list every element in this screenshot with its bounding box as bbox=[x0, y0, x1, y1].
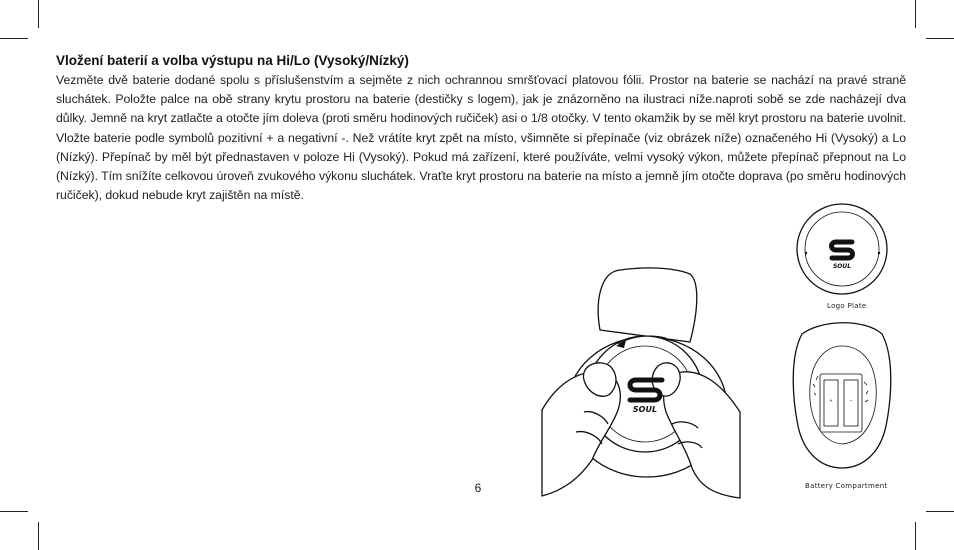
crop-mark bbox=[0, 511, 28, 512]
crop-mark bbox=[915, 0, 916, 28]
svg-text:+: + bbox=[829, 398, 833, 403]
section-body: Vezměte dvě baterie dodané spolu s příslušenstvím a sejměte z nich ochrannou smršťovací platovou fólii. Prostor na baterie se nachází na pravé straně sluchátek. Položte palce na obě strany krytu prostoru na baterie (destičky s logem), jak je znázorněno na ilustraci níže.naproti sobě se zde nacházejí dva důlky. Jemně na kryt zatlačte a otočte jím doleva (proti směru hodinových ručiček) asi o 1/8 otočky. V tento okamžik by se měl kryt prostoru na baterie uvolnit. Vložte baterie podle symbolů pozitivní + a negativní -. Než vrátíte kryt zpět na místo, všimněte si přepínače (viz obrázek níže) označeného Hi (Vysoký) a Lo (Nízký). Přepínač by měl být přednastaven v poloze Hi (Vysoký). Pokud má zařízení, které používáte, velmi vysoký výkon, můžete přepínač přepnout na Lo (Nízký). Tím snížíte celkovou úroveň zvukového výkonu sluchátek. Vraťte kryt prostoru na baterie na místo a jemně jím otočte doprava (po směru hodinových ručiček), dokud nebude kryt zajištěn na místě. bbox=[56, 73, 906, 203]
logo-wordmark: SOUL bbox=[632, 405, 658, 414]
crop-mark bbox=[38, 522, 39, 550]
crop-mark bbox=[915, 522, 916, 550]
logo-plate-caption: Logo Plate bbox=[827, 302, 867, 310]
crop-mark bbox=[926, 511, 954, 512]
crop-mark bbox=[0, 38, 28, 39]
logo-plate-illustration bbox=[795, 202, 895, 298]
section-heading: Vložení baterií a volba výstupu na Hi/Lo (Vysoký/Nízký) bbox=[56, 53, 409, 68]
svg-text:−: − bbox=[849, 398, 853, 403]
page-number: 6 bbox=[474, 481, 482, 495]
battery-compartment-illustration bbox=[790, 316, 894, 476]
logo-wordmark: SOUL bbox=[832, 263, 852, 270]
soul-logo-icon bbox=[832, 242, 853, 258]
battery-compartment-caption: Battery Compartment bbox=[805, 482, 888, 490]
hands-illustration bbox=[540, 262, 740, 512]
crop-mark bbox=[926, 38, 954, 39]
crop-mark bbox=[38, 0, 39, 28]
